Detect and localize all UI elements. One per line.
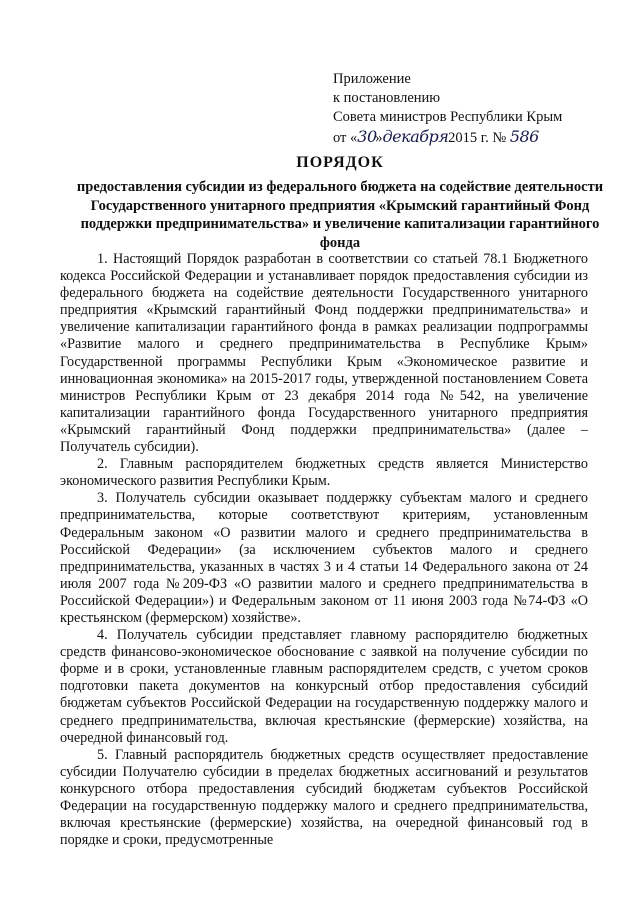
document-title-block [60, 154, 620, 252]
handwritten-doc-number: 586 [509, 127, 539, 146]
paragraph-3: 3. Получатель субсидии оказывает поддержку субъектам малого и среднего предпринимательства, которые соответствуют критериям, установленным Федеральным законом «О развитии малого и среднего предпринимательства в Российской Федерации» (за исключением субъектов малого и среднего предпринимательства, указанных в частях 3 и 4 статьи 14 Федерального закона от 24 июля 2007 года №209-ФЗ «О развитии малого и среднего предпринимательства в Российской Федерации») и Федеральным законом от 11 июня 2003 года №74-ФЗ «О крестьянском (фермерском) хозяйстве». [60, 490, 588, 626]
date-mid: » [375, 130, 383, 146]
date-year: 2015 г. № [448, 130, 507, 146]
appendix-resolution-ref: к постановлению [333, 90, 441, 106]
appendix-council: Совета министров Республики Крым [333, 109, 563, 125]
document-body [60, 251, 588, 849]
document-title: ПОРЯДОК [296, 154, 384, 171]
appendix-date-line [333, 127, 603, 148]
appendix-label: Приложение [333, 71, 411, 87]
paragraph-4: 4. Получатель субсидии представляет главному распорядителю бюджетных средств финансово-экономическое обоснование с заявкой на получение субсидии по форме и в сроки, установленные главным распорядителем средств, с учетом сроков подготовки пакета документов на конкурсный отбор предоставления субсидий бюджетам субъектов Российской Федерации на государственную поддержку малого и среднего предпринимательства, включая крестьянские (фермерские) хозяйства, на очередной финансовый год. [60, 627, 588, 746]
paragraph-5: 5. Главный распорядитель бюджетных средств осуществляет предоставление субсидии Получателю субсидии в пределах бюджетных ассигнований и результатов конкурсного отбора предоставления субсидий бюджетам субъектов Российской Федерации на государственную поддержку малого и среднего предпринимательства, включая крестьянские (фермерские) хозяйства, на очередной финансовый год в порядке и сроки, предусмотренные [60, 746, 588, 849]
date-prefix: от « [333, 130, 358, 146]
handwritten-month: декабря [382, 127, 449, 146]
paragraph-2: 2. Главным распорядителем бюджетных средств является Министерство экономического развития Республики Крым. [60, 456, 588, 490]
handwritten-day: 30 [357, 127, 377, 146]
paragraph-1: 1. Настоящий Порядок разработан в соответствии со статьей 78.1 Бюджетного кодекса Российской Федерации и устанавливает порядок предоставления субсидии из федерального бюджета на содействие деятельности Государственного унитарного предприятия «Крымский гарантийный Фонд поддержки предпринимательства» и увеличение капитализации гарантийного фонда в рамках реализации подпрограммы «Развитие малого и среднего предпринимательства в Республике Крым» Государственной программы Республики Крым «Экономическое развитие и инновационная экономика» на 2015-2017 годы, утвержденной постановлением Совета министров Республики Крым от 23 декабря 2014 года №542, на увеличение капитализации гарантийного фонда Государственного унитарного предприятия «Крымский гарантийный Фонд поддержки предпринимательства» (далее – Получатель субсидии). [60, 251, 588, 456]
appendix-header [333, 70, 603, 148]
document-subtitle: предоставления субсидии из федерального бюджета на содействие деятельности Государственного унитарного предприятия «Крымский гарантийный Фонд поддержки предпринимательства» и увеличение капитализации гарантийного фонда [76, 179, 604, 251]
